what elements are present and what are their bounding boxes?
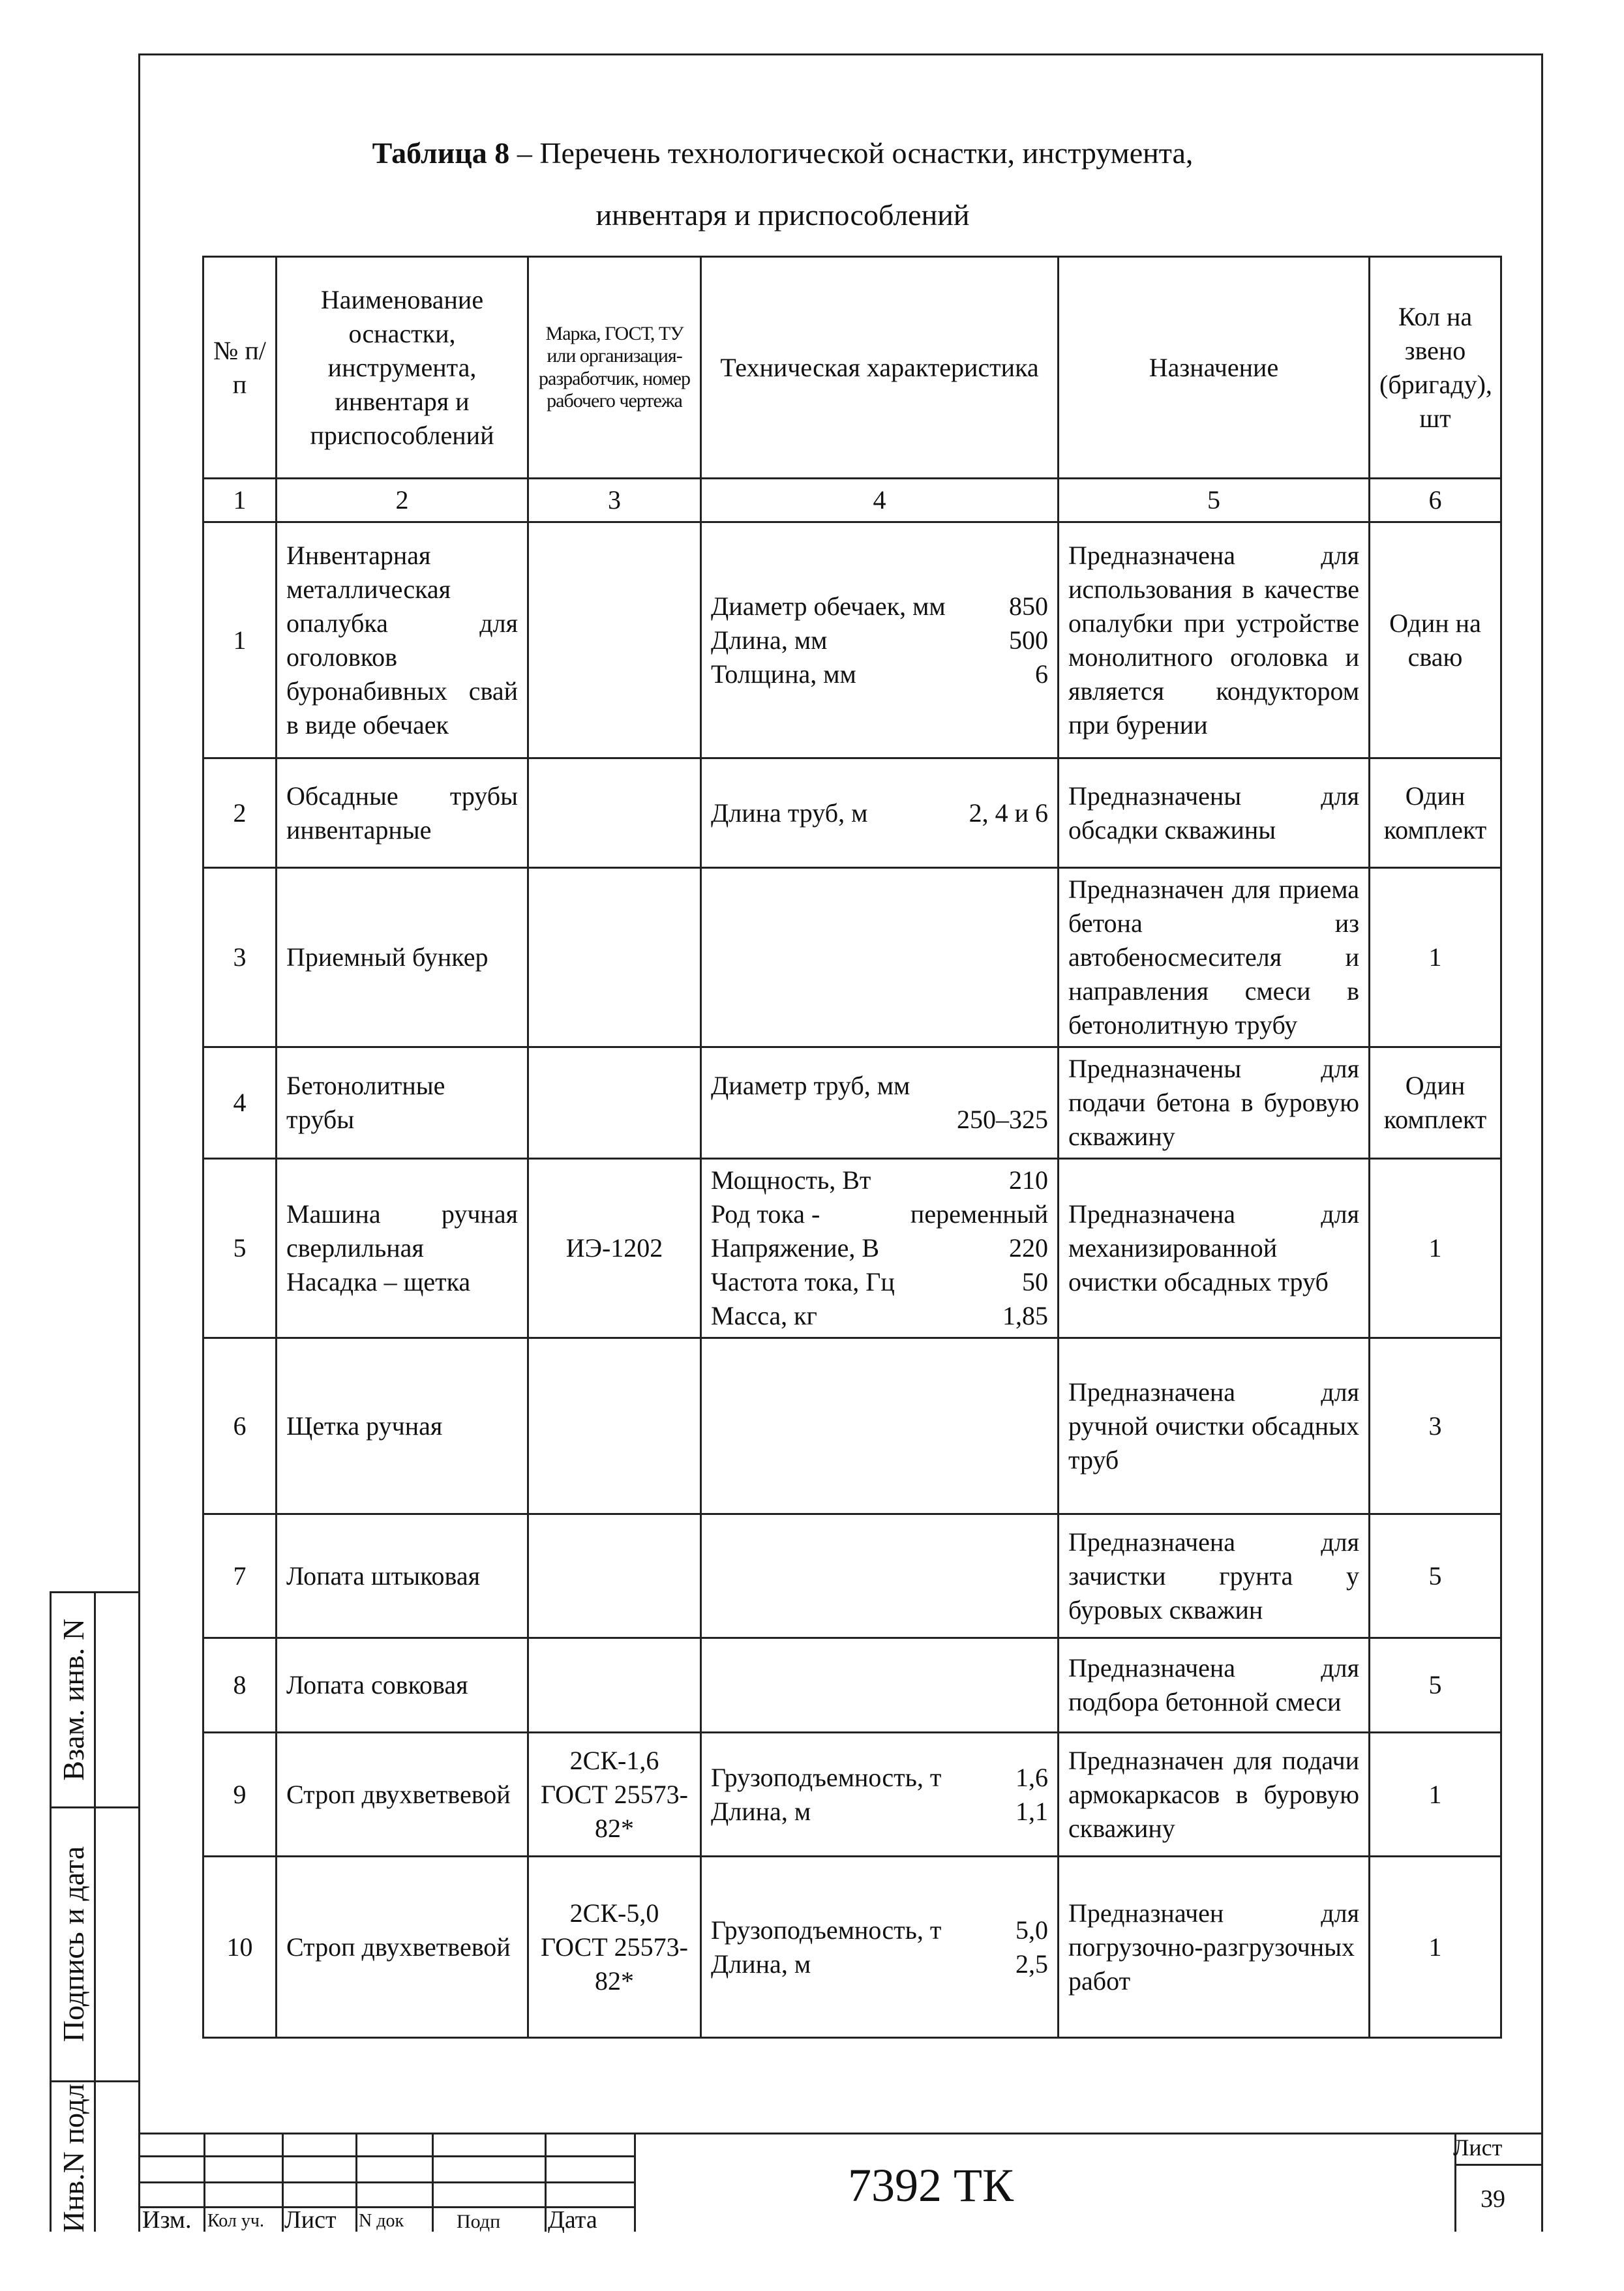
stamp-line [1454,2164,1543,2166]
row-purpose: Предназначена для механизированной очистки обсадных труб [1059,1159,1370,1338]
spec-line [711,796,1048,830]
row-name: Щетка ручная [277,1338,528,1514]
spec-line [711,1231,1048,1265]
spec-key: Масса, кг [711,1301,817,1330]
row-number: 3 [203,868,277,1047]
column-number: 1 [203,479,277,522]
table-row [203,1159,1501,1338]
side-label-vzam: Взам. инв. N [56,1618,90,1781]
header-number: № п/п [203,257,277,479]
row-number: 4 [203,1047,277,1159]
sheet-label: Лист [1453,2134,1503,2161]
spec-line [711,1069,1048,1103]
table-title-line2: инвентаря и приспособлений [595,198,970,232]
spec-key: Частота тока, Гц [711,1267,895,1296]
table-title: Таблица 8 – Перечень технологической оснастки, инструмента, [372,136,1194,170]
spec-key: Род тока - [711,1199,820,1229]
stamp-line [138,2181,634,2183]
spec-line [711,1197,1048,1231]
row-name: Приемный бункер [277,868,528,1047]
spec-line [711,1913,1048,1947]
table-row [203,1047,1501,1159]
row-specs [701,758,1059,868]
spec-key: Диаметр труб, мм [711,1071,910,1100]
stamp-list: Лист [284,2206,337,2234]
table-row [203,868,1501,1047]
row-specs [701,1638,1059,1733]
row-purpose: Предназначен для погрузочно-разгрузочных работ [1059,1857,1370,2038]
document-code: 7392 ТК [848,2159,1014,2211]
spec-key: Грузоподъемность, т [711,1915,942,1945]
column-number: 6 [1370,479,1501,522]
row-purpose: Предназначена для зачистки грунта у буровых скважин [1059,1514,1370,1638]
stamp-data: Дата [548,2206,597,2234]
spec-value: 500 [1009,625,1048,655]
row-qty: 1 [1370,1857,1501,2038]
row-specs [701,1338,1059,1514]
spec-line [711,1299,1048,1333]
column-number: 3 [528,479,701,522]
header-purpose: Назначение [1059,257,1370,479]
row-specs [701,522,1059,758]
row-qty: 1 [1370,868,1501,1047]
row-purpose: Предназначен для приема бетона из автобеносмесителя и направления смеси в бетонолитную трубу [1059,868,1370,1047]
spec-value: 2,5 [1015,1949,1048,1979]
spec-line [711,1761,1048,1795]
spec-line [711,1265,1048,1299]
spec-value: 250–325 [957,1105,1048,1134]
spec-line [711,1795,1048,1829]
stamp-line [545,2133,547,2232]
stamp-line [634,2133,636,2232]
spec-key: Длина, м [711,1796,811,1826]
spec-key: Длина, м [711,1949,811,1979]
side-label-inv: Инв.N подл [56,2083,90,2233]
spec-value: 1,1 [1015,1796,1048,1826]
row-qty: 3 [1370,1338,1501,1514]
row-specs [701,868,1059,1047]
header-mark: Марка, ГОСТ, ТУ или организация-разработчик, номер рабочего чертежа [528,257,701,479]
sheet-number: 39 [1481,2185,1505,2213]
row-name: Обсадные трубы инвентарные [277,758,528,868]
row-specs [701,1047,1059,1159]
column-number-row [203,479,1501,522]
table-row [203,1857,1501,2038]
spec-line [711,1163,1048,1197]
spec-value: 2, 4 и 6 [969,798,1048,828]
row-qty: 1 [1370,1733,1501,1857]
row-name: Строп двухветвевой [277,1733,528,1857]
row-number: 9 [203,1733,277,1857]
spec-value: 1,6 [1015,1762,1048,1792]
spec-key: Напряжение, В [711,1233,880,1263]
stamp-podp: Подп [457,2211,501,2232]
row-purpose: Предназначены для подачи бетона в буровую скважину [1059,1047,1370,1159]
spec-value: 220 [1009,1233,1048,1263]
spec-line [711,1103,1048,1137]
table-row [203,1638,1501,1733]
row-qty: 5 [1370,1514,1501,1638]
row-mark: 2СК-1,6 ГОСТ 25573-82* [528,1733,701,1857]
row-purpose: Предназначены для обсадки скважины [1059,758,1370,868]
side-label-podpis: Подпись и дата [56,1846,90,2043]
spec-key: Мощность, Вт [711,1165,871,1195]
spec-value: 850 [1009,591,1048,621]
spec-key: Длина, мм [711,625,828,655]
spec-value: 210 [1009,1165,1048,1195]
spec-key: Толщина, мм [711,659,856,689]
header-tech: Техническая характеристика [701,257,1059,479]
stamp-line [138,2155,634,2157]
row-name: Бетонолитные трубы [277,1047,528,1159]
row-specs [701,1159,1059,1338]
row-qty: Один комплект [1370,1047,1501,1159]
stamp-line [282,2133,284,2232]
spec-line [711,590,1048,623]
spec-value: переменный [910,1199,1048,1229]
header-qty: Кол на звено (бригаду), шт [1370,257,1501,479]
row-name: Лопата совковая [277,1638,528,1733]
row-specs [701,1514,1059,1638]
stamp-izm: Изм. [142,2206,192,2234]
spec-value: 50 [1022,1267,1048,1296]
table-row [203,1733,1501,1857]
row-purpose: Предназначена для использования в качестве опалубки при устройстве монолитного оголовка и является кондуктором при бурении [1059,522,1370,758]
row-mark: 2СК-5,0 ГОСТ 25573-82* [528,1857,701,2038]
spec-line [711,1947,1048,1981]
spec-key: Грузоподъемность, т [711,1762,942,1792]
row-qty: 5 [1370,1638,1501,1733]
row-name: Строп двухветвевой [277,1857,528,2038]
row-qty: Один комплект [1370,758,1501,868]
spec-value: 6 [1035,659,1048,689]
column-number: 5 [1059,479,1370,522]
row-number: 1 [203,522,277,758]
row-name: Машина ручная сверлильная Насадка – щетка [277,1159,528,1338]
stamp-n-dok: N док [359,2211,404,2231]
equipment-table [202,256,1502,2039]
row-mark [528,1338,701,1514]
spec-value: 1,85 [1002,1301,1048,1330]
row-number: 6 [203,1338,277,1514]
table-row [203,522,1501,758]
row-specs [701,1733,1059,1857]
row-mark [528,1514,701,1638]
column-number: 2 [277,479,528,522]
row-purpose: Предназначена для подбора бетонной смеси [1059,1638,1370,1733]
row-qty: 1 [1370,1159,1501,1338]
spec-line [711,623,1048,657]
column-number: 4 [701,479,1059,522]
stamp-line [432,2133,434,2232]
row-purpose: Предназначен для подачи армокаркасов в буровую скважину [1059,1733,1370,1857]
row-name: Лопата штыковая [277,1514,528,1638]
side-stamp [50,1591,138,2232]
stamp-kol-uch: Кол уч. [207,2211,264,2231]
spec-line [711,657,1048,691]
row-number: 7 [203,1514,277,1638]
stamp-line [203,2133,205,2232]
row-purpose: Предназначена для ручной очистки обсадных труб [1059,1338,1370,1514]
row-number: 8 [203,1638,277,1733]
row-number: 10 [203,1857,277,2038]
spec-value: 5,0 [1015,1915,1048,1945]
spec-key: Длина труб, м [711,798,868,828]
row-name: Инвентарная металлическая опалубка для оголовков буронабивных свай в виде обечаек [277,522,528,758]
stamp-line [355,2133,357,2232]
row-mark [528,1047,701,1159]
table-row [203,758,1501,868]
row-number: 2 [203,758,277,868]
header-name: Наименование оснастки, инструмента, инвентаря и приспособлений [277,257,528,479]
row-mark [528,868,701,1047]
table-row [203,1338,1501,1514]
row-qty: Один на сваю [1370,522,1501,758]
header-row [203,257,1501,479]
spec-key: Диаметр обечаек, мм [711,591,946,621]
table-row [203,1514,1501,1638]
row-mark [528,522,701,758]
row-number: 5 [203,1159,277,1338]
row-mark [528,1638,701,1733]
row-mark: ИЭ-1202 [528,1159,701,1338]
row-mark [528,758,701,868]
row-specs [701,1857,1059,2038]
